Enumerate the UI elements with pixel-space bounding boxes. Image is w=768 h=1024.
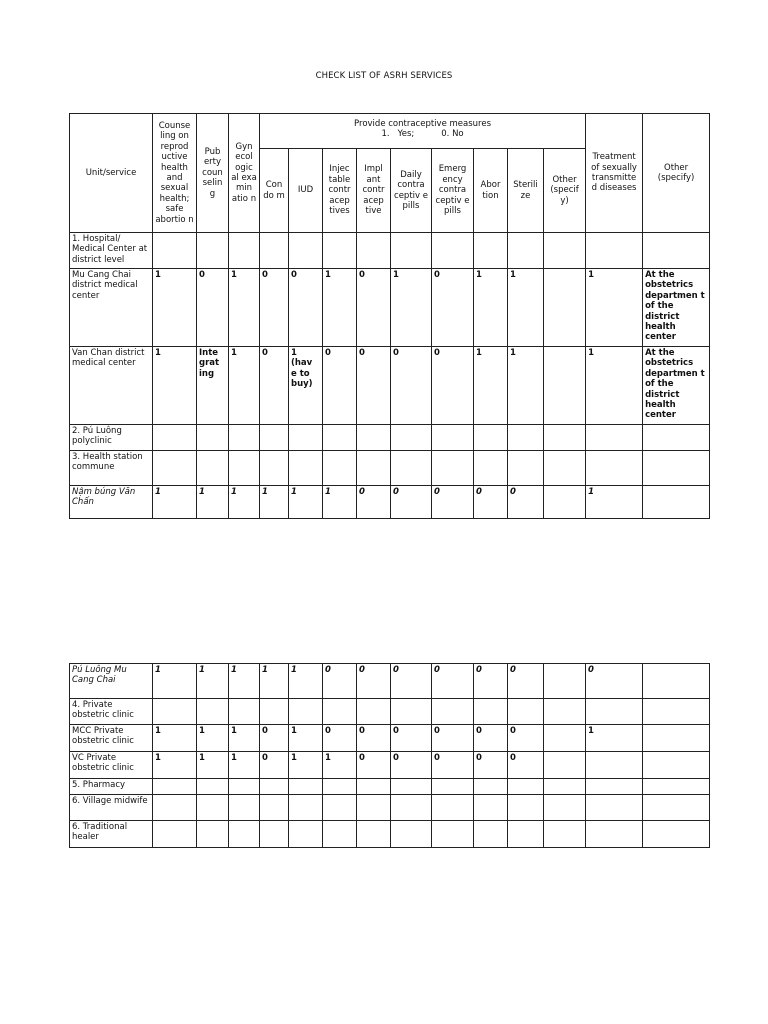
value-cell bbox=[586, 821, 643, 848]
value-cell bbox=[643, 451, 710, 486]
header-emergency-pills: Emerg ency contra ceptiv e pills bbox=[432, 149, 474, 233]
value-cell bbox=[197, 821, 229, 848]
value-cell: 0 bbox=[323, 664, 357, 699]
value-cell bbox=[643, 664, 710, 699]
value-cell: 1 bbox=[229, 664, 260, 699]
value-cell: 0 bbox=[474, 752, 508, 779]
table-row bbox=[70, 486, 710, 519]
value-cell: 0 bbox=[323, 347, 357, 425]
value-cell: 1 bbox=[586, 725, 643, 752]
value-cell bbox=[323, 779, 357, 795]
value-cell bbox=[357, 779, 391, 795]
value-cell: 0 bbox=[432, 752, 474, 779]
header-other: Other (specify) bbox=[643, 114, 710, 233]
value-cell bbox=[391, 821, 432, 848]
value-cell: 1 bbox=[229, 486, 260, 519]
value-cell bbox=[153, 795, 197, 821]
value-cell: 0 bbox=[432, 269, 474, 347]
table-row bbox=[70, 347, 710, 425]
value-cell bbox=[432, 425, 474, 451]
value-cell: 1 bbox=[289, 752, 323, 779]
header-injectable: Injec table contr acep tives bbox=[323, 149, 357, 233]
value-cell bbox=[289, 233, 323, 269]
value-cell bbox=[229, 795, 260, 821]
value-cell: 1 bbox=[586, 269, 643, 347]
value-cell: 0 bbox=[432, 347, 474, 425]
value-cell: 1 bbox=[153, 752, 197, 779]
unit-cell: Mu Cang Chai district medical center bbox=[70, 269, 153, 347]
value-cell: 1 bbox=[323, 269, 357, 347]
unit-cell: VC Private obstetric clinic bbox=[70, 752, 153, 779]
value-cell: 1 bbox=[153, 486, 197, 519]
value-cell: 0 bbox=[323, 725, 357, 752]
value-cell bbox=[432, 779, 474, 795]
value-cell bbox=[153, 425, 197, 451]
value-cell bbox=[474, 699, 508, 725]
table-row bbox=[70, 699, 710, 725]
value-cell: 0 bbox=[260, 752, 289, 779]
unit-cell: Nậm búng Văn Chấn bbox=[70, 486, 153, 519]
value-cell bbox=[229, 699, 260, 725]
value-cell: 0 bbox=[391, 347, 432, 425]
value-cell bbox=[323, 451, 357, 486]
value-cell: 1 bbox=[323, 752, 357, 779]
value-cell bbox=[357, 233, 391, 269]
value-cell bbox=[643, 699, 710, 725]
asrh-checklist-table bbox=[69, 113, 710, 519]
value-cell bbox=[432, 821, 474, 848]
value-cell bbox=[586, 752, 643, 779]
value-cell bbox=[544, 779, 586, 795]
unit-cell: Van Chan district medical center bbox=[70, 347, 153, 425]
unit-cell: 5. Pharmacy bbox=[70, 779, 153, 795]
value-cell bbox=[508, 779, 544, 795]
value-cell bbox=[586, 699, 643, 725]
value-cell: 1 bbox=[289, 725, 323, 752]
value-cell bbox=[544, 725, 586, 752]
value-cell bbox=[508, 425, 544, 451]
value-cell bbox=[643, 425, 710, 451]
value-cell bbox=[508, 699, 544, 725]
value-cell: 0 bbox=[357, 664, 391, 699]
value-cell: 1 bbox=[474, 347, 508, 425]
value-cell: 1 bbox=[586, 347, 643, 425]
value-cell bbox=[474, 795, 508, 821]
value-cell bbox=[391, 795, 432, 821]
value-cell bbox=[643, 486, 710, 519]
table-row bbox=[70, 451, 710, 486]
value-cell bbox=[643, 752, 710, 779]
value-cell: 1 bbox=[289, 664, 323, 699]
value-cell bbox=[229, 779, 260, 795]
value-cell bbox=[432, 451, 474, 486]
table-row bbox=[70, 425, 710, 451]
value-cell bbox=[323, 821, 357, 848]
value-cell: 0 bbox=[357, 269, 391, 347]
value-cell bbox=[153, 821, 197, 848]
value-cell bbox=[544, 425, 586, 451]
table-row bbox=[70, 233, 710, 269]
value-cell bbox=[544, 347, 586, 425]
value-cell bbox=[586, 425, 643, 451]
value-cell: 0 bbox=[357, 347, 391, 425]
value-cell: 0 bbox=[357, 486, 391, 519]
value-cell bbox=[357, 821, 391, 848]
value-cell bbox=[289, 821, 323, 848]
value-cell: 1 bbox=[153, 269, 197, 347]
value-cell: 1 bbox=[229, 269, 260, 347]
value-cell bbox=[323, 233, 357, 269]
value-cell bbox=[544, 233, 586, 269]
value-cell bbox=[544, 752, 586, 779]
unit-cell: 1. Hospital/ Medical Center at district level bbox=[70, 233, 153, 269]
value-cell bbox=[391, 425, 432, 451]
value-cell: 1 bbox=[474, 269, 508, 347]
value-cell: 1 bbox=[260, 664, 289, 699]
table-row bbox=[70, 752, 710, 779]
value-cell bbox=[586, 795, 643, 821]
value-cell: 0 bbox=[391, 725, 432, 752]
value-cell bbox=[289, 795, 323, 821]
value-cell bbox=[229, 821, 260, 848]
value-cell bbox=[432, 795, 474, 821]
table-row bbox=[70, 779, 710, 795]
header-puberty: Pub erty coun selin g bbox=[197, 114, 229, 233]
value-cell bbox=[391, 233, 432, 269]
value-cell bbox=[357, 699, 391, 725]
value-cell bbox=[260, 779, 289, 795]
value-cell: 0 bbox=[391, 486, 432, 519]
value-cell: 1 bbox=[508, 269, 544, 347]
unit-cell: 2. Pú Luông polyclinic bbox=[70, 425, 153, 451]
value-cell bbox=[544, 269, 586, 347]
header-condom: Con do m bbox=[260, 149, 289, 233]
value-cell bbox=[323, 795, 357, 821]
value-cell: 1 bbox=[197, 664, 229, 699]
value-cell: 0 bbox=[508, 725, 544, 752]
value-cell bbox=[544, 664, 586, 699]
value-cell bbox=[153, 699, 197, 725]
value-cell bbox=[391, 451, 432, 486]
value-cell bbox=[289, 699, 323, 725]
value-cell bbox=[508, 233, 544, 269]
value-cell: 1 bbox=[508, 347, 544, 425]
value-cell bbox=[544, 451, 586, 486]
table-row bbox=[70, 795, 710, 821]
header-other-contraceptive: Other (specif y) bbox=[544, 149, 586, 233]
value-cell: 0 bbox=[197, 269, 229, 347]
value-cell: 1 (hav e to buy) bbox=[289, 347, 323, 425]
value-cell bbox=[197, 425, 229, 451]
value-cell bbox=[323, 699, 357, 725]
value-cell bbox=[260, 821, 289, 848]
unit-cell: MCC Private obstetric clinic bbox=[70, 725, 153, 752]
value-cell: At the obstetrics departmen t of the district health center bbox=[643, 269, 710, 347]
header-contraceptive-legend: 1. Yes; 0. No bbox=[381, 129, 464, 140]
value-cell bbox=[508, 795, 544, 821]
value-cell: 0 bbox=[432, 664, 474, 699]
unit-cell: 3. Health station commune bbox=[70, 451, 153, 486]
value-cell bbox=[586, 451, 643, 486]
value-cell: 1 bbox=[197, 725, 229, 752]
value-cell bbox=[643, 779, 710, 795]
value-cell bbox=[357, 451, 391, 486]
value-cell bbox=[153, 233, 197, 269]
value-cell: 1 bbox=[586, 486, 643, 519]
value-cell bbox=[544, 699, 586, 725]
value-cell: 0 bbox=[260, 347, 289, 425]
value-cell: 1 bbox=[229, 725, 260, 752]
header-gyn: Gyn ecol ogic al exa min atio n bbox=[229, 114, 260, 233]
table-row bbox=[70, 821, 710, 848]
page-title: CHECK LIST OF ASRH SERVICES bbox=[315, 71, 453, 81]
value-cell: 0 bbox=[391, 664, 432, 699]
value-cell bbox=[197, 779, 229, 795]
header-sterilize: Sterili ze bbox=[508, 149, 544, 233]
value-cell bbox=[544, 795, 586, 821]
value-cell: 1 bbox=[197, 486, 229, 519]
value-cell: 0 bbox=[508, 664, 544, 699]
value-cell: Inte grat ing bbox=[197, 347, 229, 425]
value-cell bbox=[432, 699, 474, 725]
asrh-checklist-table-continued bbox=[69, 663, 710, 848]
header-contraceptive-title: Provide contraceptive measures bbox=[354, 119, 492, 129]
value-cell bbox=[323, 425, 357, 451]
header-std: Treatment of sexually transmitte d diseases bbox=[586, 114, 643, 233]
value-cell bbox=[260, 425, 289, 451]
value-cell bbox=[391, 779, 432, 795]
value-cell: 1 bbox=[289, 486, 323, 519]
value-cell bbox=[197, 233, 229, 269]
table-row bbox=[70, 664, 710, 699]
header-counseling: Counse ling on reprod uctive health and sexual health; safe abortio n bbox=[153, 114, 197, 233]
value-cell: 0 bbox=[260, 269, 289, 347]
value-cell: 0 bbox=[432, 486, 474, 519]
value-cell: 0 bbox=[357, 752, 391, 779]
value-cell bbox=[474, 821, 508, 848]
value-cell bbox=[474, 233, 508, 269]
value-cell: 0 bbox=[508, 752, 544, 779]
value-cell bbox=[391, 699, 432, 725]
value-cell: 1 bbox=[323, 486, 357, 519]
value-cell bbox=[643, 725, 710, 752]
value-cell bbox=[643, 821, 710, 848]
value-cell: 1 bbox=[229, 752, 260, 779]
value-cell: 0 bbox=[391, 752, 432, 779]
value-cell: 0 bbox=[432, 725, 474, 752]
value-cell: 1 bbox=[153, 725, 197, 752]
header-implant: Impl ant contr acep tive bbox=[357, 149, 391, 233]
value-cell: 0 bbox=[357, 725, 391, 752]
value-cell bbox=[197, 451, 229, 486]
value-cell bbox=[229, 451, 260, 486]
value-cell bbox=[432, 233, 474, 269]
value-cell: 0 bbox=[289, 269, 323, 347]
header-contraceptive-group bbox=[260, 114, 586, 149]
value-cell: 1 bbox=[229, 347, 260, 425]
value-cell bbox=[229, 425, 260, 451]
value-cell bbox=[289, 451, 323, 486]
header-abortion: Abor tion bbox=[474, 149, 508, 233]
unit-cell: 4. Private obstetric clinic bbox=[70, 699, 153, 725]
value-cell: 1 bbox=[197, 752, 229, 779]
value-cell bbox=[260, 795, 289, 821]
value-cell bbox=[544, 486, 586, 519]
value-cell: 0 bbox=[474, 486, 508, 519]
unit-cell: Pú Luông Mu Cang Chai bbox=[70, 664, 153, 699]
value-cell bbox=[260, 699, 289, 725]
value-cell bbox=[357, 425, 391, 451]
value-cell: 0 bbox=[260, 725, 289, 752]
value-cell: 0 bbox=[586, 664, 643, 699]
value-cell: 0 bbox=[474, 664, 508, 699]
value-cell bbox=[474, 451, 508, 486]
value-cell bbox=[643, 233, 710, 269]
value-cell bbox=[508, 821, 544, 848]
header-unit: Unit/service bbox=[70, 114, 153, 233]
value-cell: At the obstetrics departmen t of the district health center bbox=[643, 347, 710, 425]
value-cell bbox=[474, 779, 508, 795]
unit-cell: 6. Traditional healer bbox=[70, 821, 153, 848]
table-row bbox=[70, 725, 710, 752]
value-cell: 1 bbox=[260, 486, 289, 519]
value-cell: 1 bbox=[153, 347, 197, 425]
value-cell bbox=[197, 699, 229, 725]
value-cell bbox=[153, 451, 197, 486]
unit-cell: 6. Village midwife bbox=[70, 795, 153, 821]
table-row bbox=[70, 269, 710, 347]
value-cell bbox=[544, 821, 586, 848]
value-cell: 0 bbox=[474, 725, 508, 752]
header-iud: IUD bbox=[289, 149, 323, 233]
value-cell bbox=[586, 233, 643, 269]
value-cell: 0 bbox=[508, 486, 544, 519]
value-cell bbox=[260, 451, 289, 486]
value-cell bbox=[153, 779, 197, 795]
value-cell bbox=[260, 233, 289, 269]
value-cell: 1 bbox=[391, 269, 432, 347]
value-cell bbox=[197, 795, 229, 821]
value-cell bbox=[586, 779, 643, 795]
value-cell bbox=[289, 425, 323, 451]
value-cell bbox=[229, 233, 260, 269]
value-cell bbox=[474, 425, 508, 451]
value-cell bbox=[357, 795, 391, 821]
value-cell bbox=[643, 795, 710, 821]
header-daily-pills: Daily contra ceptiv e pills bbox=[391, 149, 432, 233]
value-cell bbox=[289, 779, 323, 795]
value-cell bbox=[508, 451, 544, 486]
value-cell: 1 bbox=[153, 664, 197, 699]
